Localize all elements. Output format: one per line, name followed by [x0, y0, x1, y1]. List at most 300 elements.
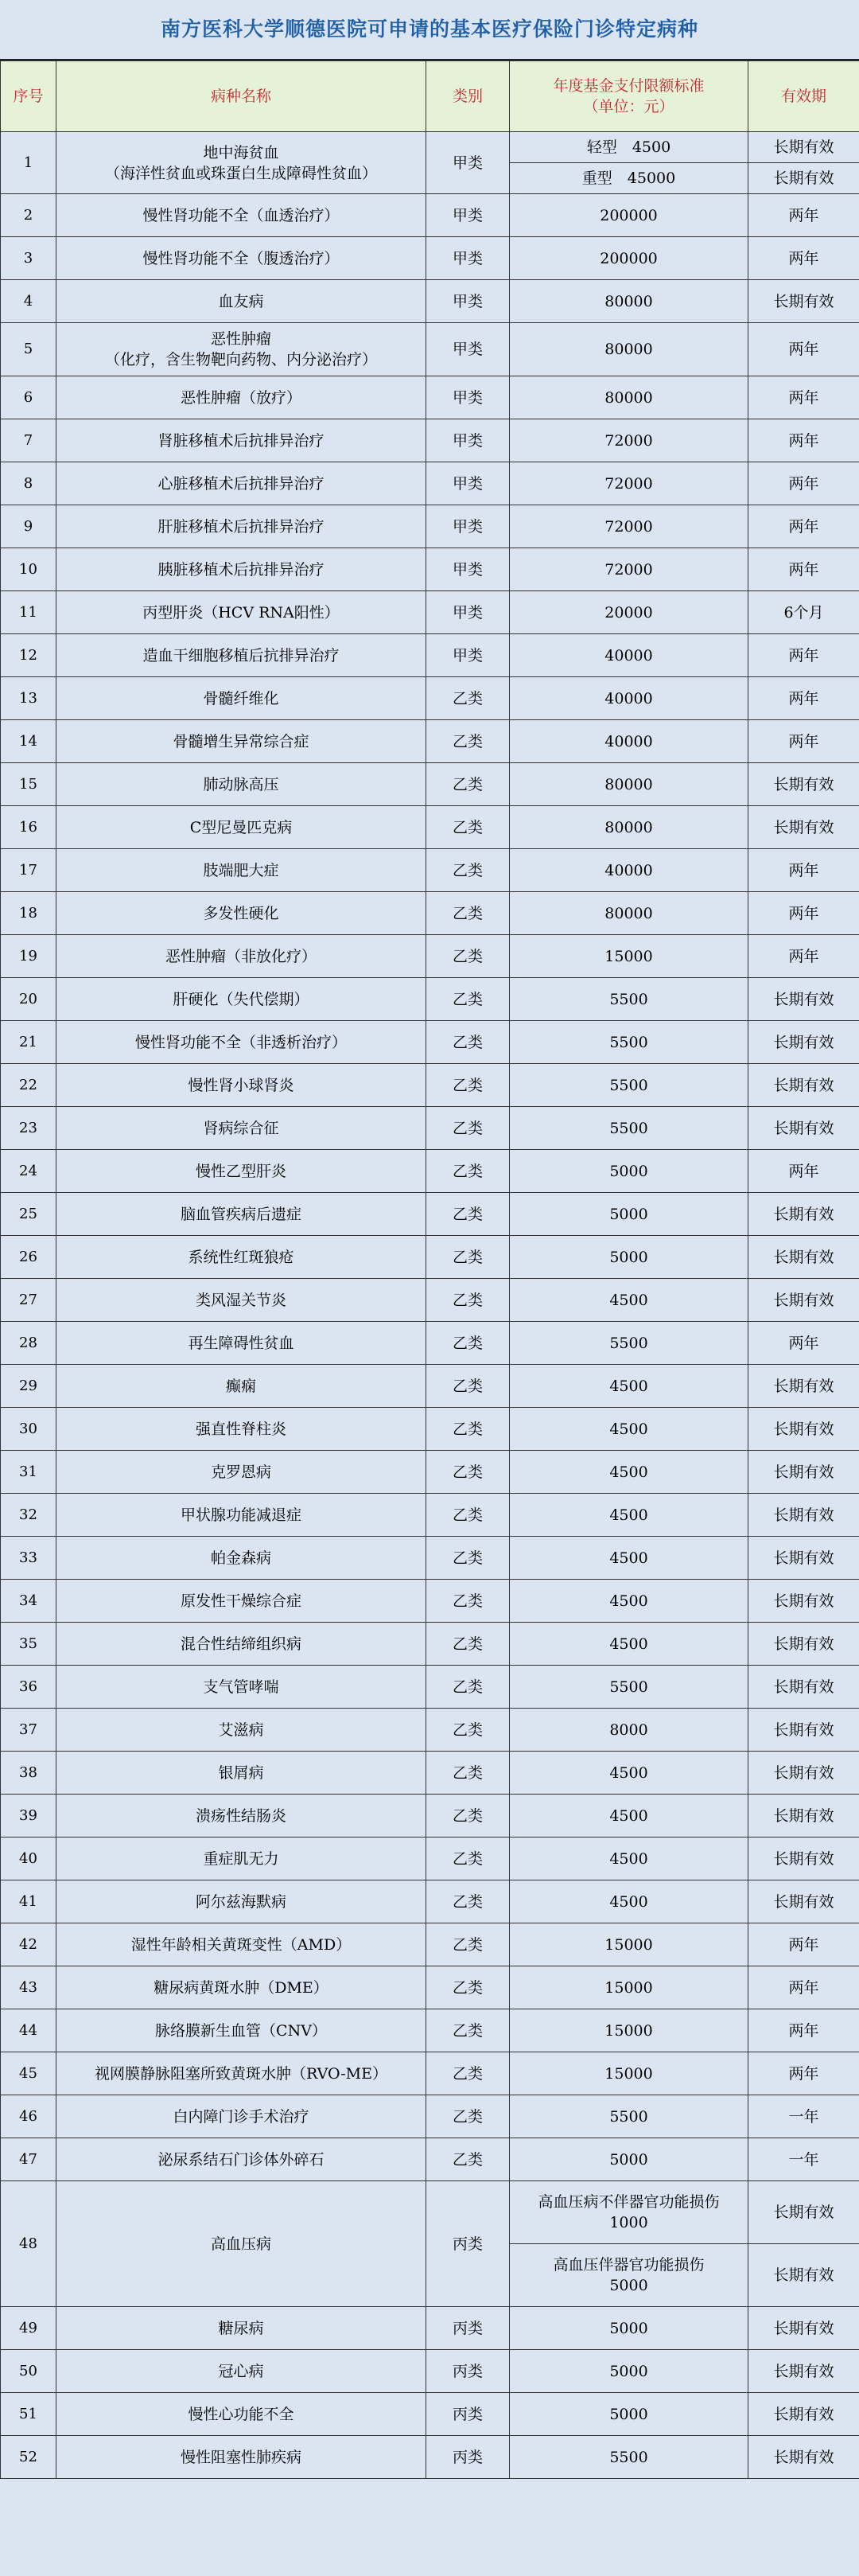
row-name: 心脏移植术后抗排异治疗: [56, 462, 426, 505]
row-name: [56, 132, 426, 194]
row-category: 丙类: [426, 2393, 510, 2436]
row-index: 43: [1, 1966, 56, 2009]
row-name: 高血压病: [56, 2181, 426, 2307]
table-row: [1, 1880, 859, 1923]
header-validity: 有效期: [748, 61, 859, 132]
row-name: 胰脏移植术后抗排异治疗: [56, 548, 426, 591]
row-validity: 长期有效: [748, 1752, 859, 1795]
row-name: 强直性脊柱炎: [56, 1408, 426, 1451]
row-category: 乙类: [426, 720, 510, 763]
row-limit: 4500: [510, 1451, 748, 1494]
row-index: 2: [1, 194, 56, 237]
row-index: 44: [1, 2009, 56, 2052]
row-validity: 长期有效: [748, 1837, 859, 1880]
row-validity: 长期有效: [748, 2393, 859, 2436]
row-index: 1: [1, 132, 56, 194]
header-limit-line2: （单位：元）: [583, 98, 674, 115]
row-limit: [510, 2181, 748, 2244]
row-index: 7: [1, 419, 56, 462]
row-name: 造血干细胞移植后抗排异治疗: [56, 634, 426, 677]
row-limit: 4500: [510, 1279, 748, 1322]
row-index: 18: [1, 892, 56, 935]
row-index: 39: [1, 1795, 56, 1837]
row-name: 混合性结缔组织病: [56, 1623, 426, 1666]
row-category: 乙类: [426, 849, 510, 892]
row-limit-line2: 5000: [609, 2277, 648, 2294]
header-category: 类别: [426, 61, 510, 132]
row-validity: 长期有效: [748, 1193, 859, 1236]
row-index: 8: [1, 462, 56, 505]
row-index: 6: [1, 376, 56, 419]
row-index: 21: [1, 1021, 56, 1064]
row-category: 甲类: [426, 505, 510, 548]
row-name: 视网膜静脉阻塞所致黄斑水肿（RVO-ME）: [56, 2052, 426, 2095]
row-name: 白内障门诊手术治疗: [56, 2095, 426, 2138]
table-row: [1, 462, 859, 505]
table-row: [1, 132, 859, 163]
row-limit: 4500: [510, 1408, 748, 1451]
row-validity: 两年: [748, 194, 859, 237]
row-index: 13: [1, 677, 56, 720]
row-validity: 两年: [748, 1923, 859, 1966]
table-row: [1, 1451, 859, 1494]
table-row: [1, 1021, 859, 1064]
row-name: 帕金森病: [56, 1537, 426, 1580]
row-name: C型尼曼匹克病: [56, 806, 426, 849]
row-name-line1: 地中海贫血: [203, 143, 279, 162]
row-limit: 5000: [510, 1150, 748, 1193]
row-validity: 两年: [748, 419, 859, 462]
row-category: 乙类: [426, 1494, 510, 1537]
row-index: 23: [1, 1107, 56, 1150]
row-name: 脉络膜新生血管（CNV）: [56, 2009, 426, 2052]
table-row: [1, 548, 859, 591]
table-row: [1, 1537, 859, 1580]
row-validity: 两年: [748, 1322, 859, 1365]
row-category: 乙类: [426, 677, 510, 720]
row-name: 肝硬化（失代偿期）: [56, 978, 426, 1021]
row-name: 肢端肥大症: [56, 849, 426, 892]
table-row: [1, 1923, 859, 1966]
row-name: 原发性干燥综合症: [56, 1580, 426, 1623]
row-validity: 长期有效: [748, 1279, 859, 1322]
row-name: 慢性肾功能不全（非透析治疗）: [56, 1021, 426, 1064]
table-row: [1, 505, 859, 548]
row-limit: 15000: [510, 1923, 748, 1966]
row-category: 丙类: [426, 2307, 510, 2350]
row-index: 46: [1, 2095, 56, 2138]
row-validity: 长期有效: [748, 1537, 859, 1580]
row-index: 37: [1, 1709, 56, 1752]
row-category: 乙类: [426, 806, 510, 849]
row-name: 重症肌无力: [56, 1837, 426, 1880]
row-category: 乙类: [426, 1966, 510, 2009]
table-row: [1, 892, 859, 935]
row-limit: 4500: [510, 1752, 748, 1795]
row-limit: 80000: [510, 806, 748, 849]
row-name: 湿性年龄相关黄斑变性（AMD）: [56, 1923, 426, 1966]
row-validity: 长期有效: [748, 806, 859, 849]
row-limit: 4500: [510, 1880, 748, 1923]
row-category: 甲类: [426, 548, 510, 591]
row-index: 17: [1, 849, 56, 892]
row-index: 20: [1, 978, 56, 1021]
table-row: [1, 720, 859, 763]
row-index: 35: [1, 1623, 56, 1666]
row-index: 15: [1, 763, 56, 806]
row-category: 乙类: [426, 1236, 510, 1279]
table-row: [1, 1623, 859, 1666]
row-validity: 长期有效: [748, 763, 859, 806]
row-category: 丙类: [426, 2436, 510, 2479]
row-category: 乙类: [426, 1709, 510, 1752]
row-index: 29: [1, 1365, 56, 1408]
row-validity: 两年: [748, 2052, 859, 2095]
row-validity: 两年: [748, 1966, 859, 2009]
row-category: 乙类: [426, 2095, 510, 2138]
row-limit: 20000: [510, 591, 748, 634]
table-row: [1, 806, 859, 849]
table-row: [1, 677, 859, 720]
row-category: 丙类: [426, 2181, 510, 2307]
row-limit: 80000: [510, 376, 748, 419]
row-validity: 长期有效: [748, 132, 859, 163]
row-name: 泌尿系结石门诊体外碎石: [56, 2138, 426, 2181]
row-category: 乙类: [426, 1537, 510, 1580]
row-limit: 40000: [510, 849, 748, 892]
row-index: 26: [1, 1236, 56, 1279]
row-category: 甲类: [426, 237, 510, 280]
row-validity: 长期有效: [748, 1236, 859, 1279]
row-limit: 4500: [510, 1365, 748, 1408]
row-validity: 两年: [748, 1150, 859, 1193]
row-name: 艾滋病: [56, 1709, 426, 1752]
row-name: 再生障碍性贫血: [56, 1322, 426, 1365]
row-name: 肾病综合征: [56, 1107, 426, 1150]
row-validity: 长期有效: [748, 2181, 859, 2244]
row-name: 癫痫: [56, 1365, 426, 1408]
row-limit: 72000: [510, 505, 748, 548]
row-name-line2: （海洋性贫血或珠蛋白生成障碍性贫血）: [104, 164, 377, 182]
row-limit: 80000: [510, 892, 748, 935]
row-limit: 5500: [510, 2095, 748, 2138]
row-limit: 5000: [510, 2138, 748, 2181]
row-validity: 长期有效: [748, 1709, 859, 1752]
table-row: [1, 978, 859, 1021]
row-validity: 两年: [748, 376, 859, 419]
row-name: 脑血管疾病后遗症: [56, 1193, 426, 1236]
row-limit: 5000: [510, 1193, 748, 1236]
row-validity: 长期有效: [748, 1451, 859, 1494]
row-name: 慢性肾小球肾炎: [56, 1064, 426, 1107]
row-name: 冠心病: [56, 2350, 426, 2393]
row-validity: 长期有效: [748, 1408, 859, 1451]
table-row: [1, 1666, 859, 1709]
row-name: 肾脏移植术后抗排异治疗: [56, 419, 426, 462]
table-row: [1, 1408, 859, 1451]
row-index: 47: [1, 2138, 56, 2181]
row-limit: 5000: [510, 2393, 748, 2436]
row-name: 银屑病: [56, 1752, 426, 1795]
header-limit-line1: 年度基金支付限额标准: [553, 77, 705, 95]
row-category: 甲类: [426, 280, 510, 323]
row-limit: 5500: [510, 978, 748, 1021]
row-index: 25: [1, 1193, 56, 1236]
row-category: 乙类: [426, 1451, 510, 1494]
row-validity: 两年: [748, 935, 859, 978]
row-index: 14: [1, 720, 56, 763]
row-index: 9: [1, 505, 56, 548]
table-row: [1, 1236, 859, 1279]
table-row: [1, 376, 859, 419]
row-validity: 两年: [748, 548, 859, 591]
header-name: 病种名称: [56, 61, 426, 132]
table-row: [1, 2307, 859, 2350]
row-limit: [510, 2244, 748, 2307]
table-header-row: [1, 61, 859, 132]
row-name: 支气管哮喘: [56, 1666, 426, 1709]
table-row: [1, 2052, 859, 2095]
row-limit: 轻型 4500: [510, 132, 748, 163]
table-row: [1, 935, 859, 978]
row-name: 慢性肾功能不全（腹透治疗）: [56, 237, 426, 280]
table-row: [1, 1966, 859, 2009]
row-category: 乙类: [426, 978, 510, 1021]
row-validity: 长期有效: [748, 2350, 859, 2393]
row-validity: 一年: [748, 2095, 859, 2138]
row-category: 乙类: [426, 1021, 510, 1064]
row-limit-line2: 1000: [609, 2214, 648, 2231]
row-category: 乙类: [426, 1580, 510, 1623]
row-index: 36: [1, 1666, 56, 1709]
table-row: [1, 1322, 859, 1365]
row-validity: 长期有效: [748, 1666, 859, 1709]
row-index: 32: [1, 1494, 56, 1537]
row-limit: 5000: [510, 2350, 748, 2393]
table-row: [1, 591, 859, 634]
table-row: [1, 1837, 859, 1880]
row-category: 乙类: [426, 935, 510, 978]
row-limit: 5000: [510, 2307, 748, 2350]
row-limit: 200000: [510, 237, 748, 280]
row-category: 乙类: [426, 1365, 510, 1408]
row-name: 骨髓增生异常综合症: [56, 720, 426, 763]
row-index: 52: [1, 2436, 56, 2479]
row-category: 乙类: [426, 2009, 510, 2052]
row-limit: 5500: [510, 1322, 748, 1365]
disease-table: [0, 60, 859, 2479]
row-limit: 4500: [510, 1837, 748, 1880]
table-row: [1, 2393, 859, 2436]
document-title: 南方医科大学顺德医院可申请的基本医疗保险门诊特定病种: [0, 0, 859, 60]
row-category: 甲类: [426, 194, 510, 237]
row-category: 甲类: [426, 634, 510, 677]
row-category: 乙类: [426, 1279, 510, 1322]
row-category: 甲类: [426, 376, 510, 419]
row-limit: 15000: [510, 1966, 748, 2009]
row-index: 34: [1, 1580, 56, 1623]
row-category: 丙类: [426, 2350, 510, 2393]
table-row: [1, 1365, 859, 1408]
row-category: 乙类: [426, 1923, 510, 1966]
row-validity: 长期有效: [748, 1365, 859, 1408]
table-row: [1, 2009, 859, 2052]
row-validity: 两年: [748, 677, 859, 720]
table-row: [1, 1580, 859, 1623]
table-row: [1, 1709, 859, 1752]
row-name: 慢性乙型肝炎: [56, 1150, 426, 1193]
row-limit: 4500: [510, 1623, 748, 1666]
row-validity: 两年: [748, 2009, 859, 2052]
row-name: 糖尿病: [56, 2307, 426, 2350]
table-row: [1, 849, 859, 892]
row-validity: 长期有效: [748, 978, 859, 1021]
row-limit: 4500: [510, 1795, 748, 1837]
row-index: 11: [1, 591, 56, 634]
row-index: 42: [1, 1923, 56, 1966]
table-row: [1, 763, 859, 806]
row-validity: 两年: [748, 505, 859, 548]
row-validity: 长期有效: [748, 1795, 859, 1837]
row-category: 乙类: [426, 2052, 510, 2095]
row-validity: 长期有效: [748, 1064, 859, 1107]
row-limit: 5500: [510, 1666, 748, 1709]
row-validity: 长期有效: [748, 2307, 859, 2350]
row-category: 乙类: [426, 1795, 510, 1837]
table-row: [1, 1193, 859, 1236]
row-category: 乙类: [426, 1666, 510, 1709]
row-validity: 两年: [748, 323, 859, 376]
row-limit: 5000: [510, 1236, 748, 1279]
row-name: 类风湿关节炎: [56, 1279, 426, 1322]
table-row: [1, 1064, 859, 1107]
row-index: 33: [1, 1537, 56, 1580]
row-name: 糖尿病黄斑水肿（DME）: [56, 1966, 426, 2009]
row-limit: 5500: [510, 2436, 748, 2479]
row-limit: 200000: [510, 194, 748, 237]
row-category: 乙类: [426, 1408, 510, 1451]
table-row: [1, 1795, 859, 1837]
row-index: 50: [1, 2350, 56, 2393]
row-index: 45: [1, 2052, 56, 2095]
row-category: 乙类: [426, 1752, 510, 1795]
row-validity: 6个月: [748, 591, 859, 634]
table-row: [1, 419, 859, 462]
row-limit: 5500: [510, 1064, 748, 1107]
row-name: 阿尔兹海默病: [56, 1880, 426, 1923]
row-name: 溃疡性结肠炎: [56, 1795, 426, 1837]
row-category: 乙类: [426, 2138, 510, 2181]
row-limit: 40000: [510, 634, 748, 677]
row-index: 19: [1, 935, 56, 978]
row-category: 甲类: [426, 132, 510, 194]
row-category: 乙类: [426, 763, 510, 806]
row-index: 51: [1, 2393, 56, 2436]
table-row: [1, 1279, 859, 1322]
row-index: 41: [1, 1880, 56, 1923]
row-index: 24: [1, 1150, 56, 1193]
row-index: 10: [1, 548, 56, 591]
row-index: 16: [1, 806, 56, 849]
row-validity: 长期有效: [748, 1880, 859, 1923]
row-validity: 长期有效: [748, 2436, 859, 2479]
row-category: 甲类: [426, 323, 510, 376]
row-validity: 长期有效: [748, 1580, 859, 1623]
row-category: 甲类: [426, 419, 510, 462]
row-name-line1: 恶性肿瘤: [210, 330, 271, 348]
row-name: 恶性肿瘤（放疗）: [56, 376, 426, 419]
table-row: [1, 634, 859, 677]
row-category: 乙类: [426, 1193, 510, 1236]
table-row: [1, 2436, 859, 2479]
row-name: 恶性肿瘤（非放化疗）: [56, 935, 426, 978]
row-category: 乙类: [426, 1064, 510, 1107]
row-limit: 4500: [510, 1494, 748, 1537]
row-validity: 长期有效: [748, 280, 859, 323]
row-limit: 80000: [510, 280, 748, 323]
table-row: [1, 2138, 859, 2181]
row-index: 40: [1, 1837, 56, 1880]
table-row: [1, 194, 859, 237]
row-name: 慢性心功能不全: [56, 2393, 426, 2436]
row-name: 慢性肾功能不全（血透治疗）: [56, 194, 426, 237]
row-validity: 两年: [748, 237, 859, 280]
table-row: [1, 1494, 859, 1537]
row-limit: 72000: [510, 419, 748, 462]
row-validity: 一年: [748, 2138, 859, 2181]
row-name: 慢性阻塞性肺疾病: [56, 2436, 426, 2479]
table-row: [1, 2095, 859, 2138]
row-limit: 15000: [510, 935, 748, 978]
row-limit-line1: 高血压伴器官功能损伤: [553, 2256, 705, 2274]
row-validity: 两年: [748, 720, 859, 763]
row-limit: 72000: [510, 548, 748, 591]
table-row: [1, 2350, 859, 2393]
row-index: 31: [1, 1451, 56, 1494]
row-index: 49: [1, 2307, 56, 2350]
row-name: 肝脏移植术后抗排异治疗: [56, 505, 426, 548]
row-category: 乙类: [426, 1150, 510, 1193]
row-validity: 长期有效: [748, 1107, 859, 1150]
row-limit: 80000: [510, 323, 748, 376]
row-validity: 长期有效: [748, 163, 859, 194]
row-name: 克罗恩病: [56, 1451, 426, 1494]
row-limit: 5500: [510, 1107, 748, 1150]
row-name: 甲状腺功能减退症: [56, 1494, 426, 1537]
row-limit: 4500: [510, 1580, 748, 1623]
row-category: 乙类: [426, 1623, 510, 1666]
row-validity: 长期有效: [748, 1494, 859, 1537]
row-name: 系统性红斑狼疮: [56, 1236, 426, 1279]
row-name: [56, 323, 426, 376]
row-index: 3: [1, 237, 56, 280]
table-row: [1, 1752, 859, 1795]
table-row: [1, 1107, 859, 1150]
table-row: [1, 2181, 859, 2244]
row-limit: 80000: [510, 763, 748, 806]
row-limit: 8000: [510, 1709, 748, 1752]
row-name: 丙型肝炎（HCV RNA阳性）: [56, 591, 426, 634]
header-limit: [510, 61, 748, 132]
table-row: [1, 280, 859, 323]
row-index: 12: [1, 634, 56, 677]
table-row: [1, 323, 859, 376]
row-validity: 两年: [748, 892, 859, 935]
row-category: 甲类: [426, 462, 510, 505]
row-category: 乙类: [426, 1322, 510, 1365]
row-name: 骨髓纤维化: [56, 677, 426, 720]
row-validity: 两年: [748, 849, 859, 892]
